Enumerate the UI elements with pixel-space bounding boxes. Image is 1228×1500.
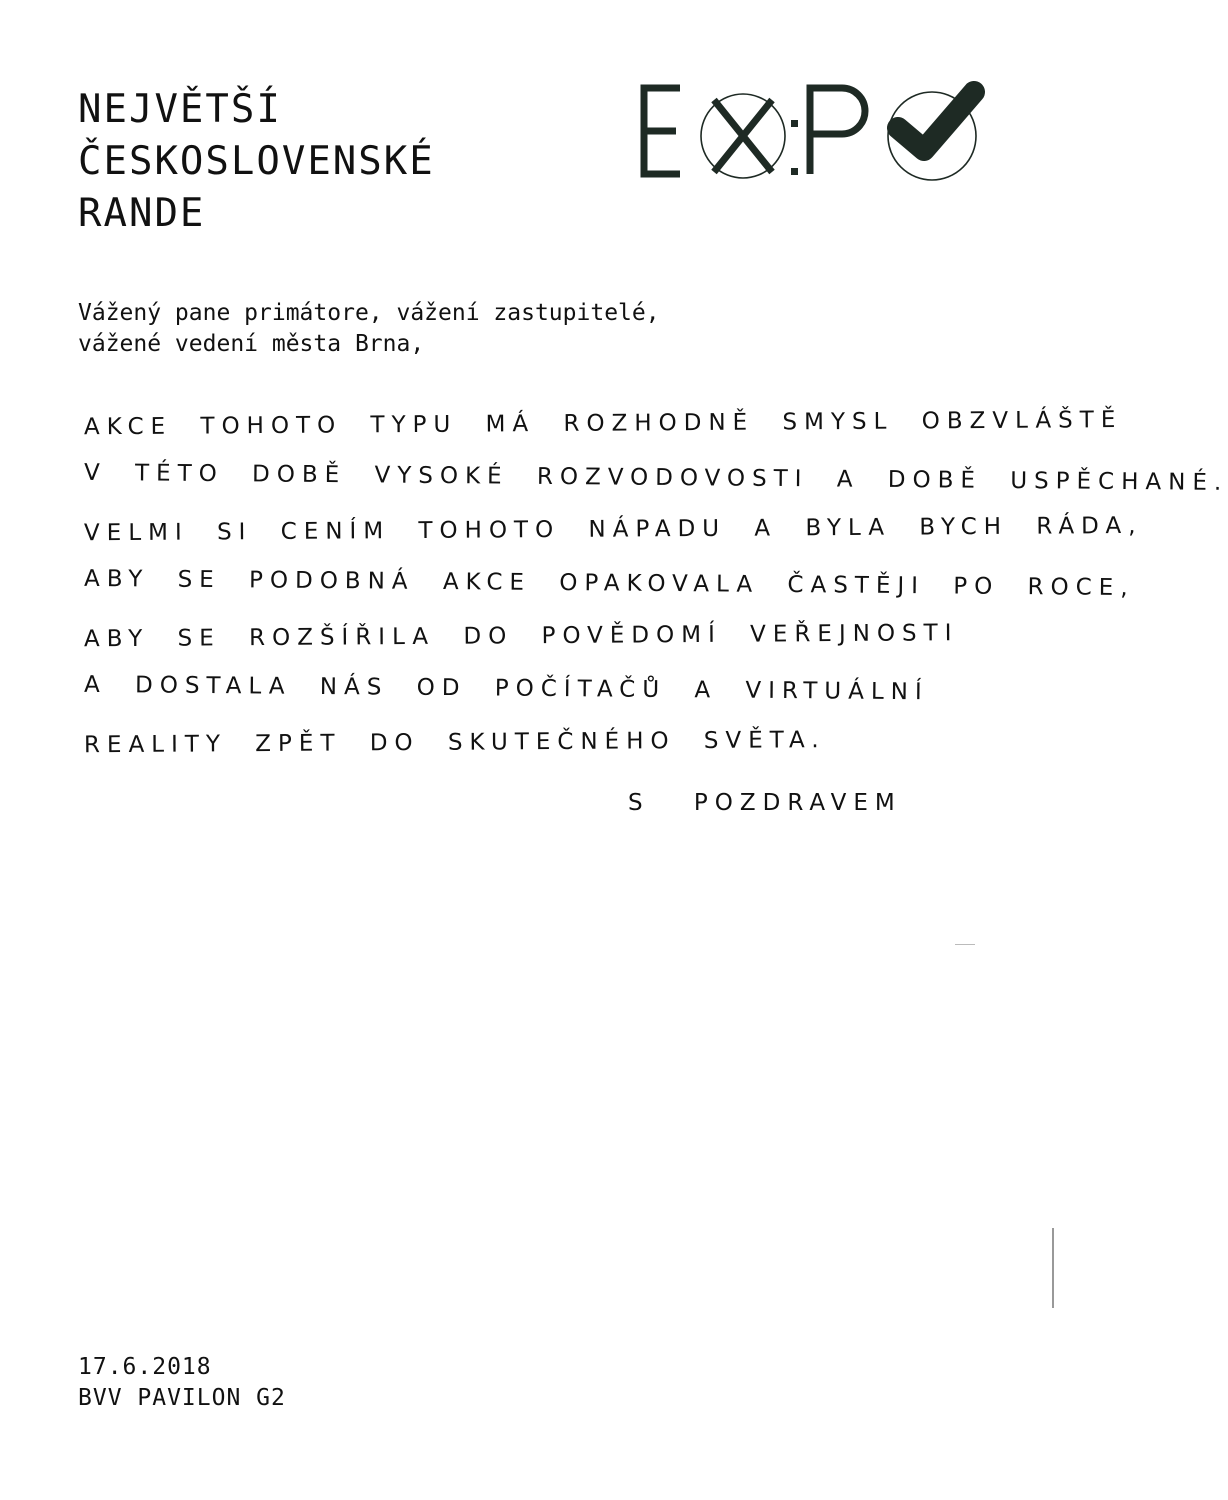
- event-venue: BVV PAVILON G2: [78, 1385, 286, 1411]
- letter-salutation: [78, 298, 660, 360]
- event-title: [78, 84, 435, 240]
- event-date: 17.6.2018: [78, 1354, 212, 1380]
- message-line: V TÉTO DOBĚ VYSOKÉ ROZVODOVOSTI A DOBĚ USPĚCHANÉ.: [83, 459, 1228, 496]
- message-line: REALITY ZPĚT DO SKUTEČNÉHO SVĚTA.: [83, 727, 826, 759]
- message-line: ABY SE PODOBNÁ AKCE OPAKOVALA ČASTĚJI PO ROCE,: [83, 565, 1135, 602]
- message-line: A DOSTALA NÁS OD POČÍTAČŮ A VIRTUÁLNÍ: [83, 671, 929, 706]
- event-info: [78, 1352, 286, 1414]
- handwritten-message: [83, 398, 1228, 769]
- scan-artifact: [955, 944, 975, 945]
- message-line: AKCE TOHOTO TYPU MÁ ROZHODNĚ SMYSL OBZVLÁŠTĚ: [83, 407, 1123, 441]
- salutation-line: Vážený pane primátore, vážení zastupitelé,: [78, 300, 660, 326]
- title-line: RANDE: [78, 191, 206, 236]
- salutation-line: vážené vedení města Brna,: [78, 331, 425, 357]
- scan-artifact: [1052, 1228, 1054, 1308]
- expo-logo: [636, 78, 984, 184]
- message-line: ABY SE ROZŠÍŘILA DO POVĚDOMÍ VEŘEJNOSTI: [83, 620, 959, 653]
- message-line: VELMI SI CENÍM TOHOTO NÁPADU A BYLA BYCH RÁDA,: [83, 512, 1143, 547]
- letter-closing: S POZDRAVEM: [628, 790, 902, 816]
- title-line: ČESKOSLOVENSKÉ: [78, 139, 435, 184]
- title-line: NEJVĚTŠÍ: [78, 87, 282, 132]
